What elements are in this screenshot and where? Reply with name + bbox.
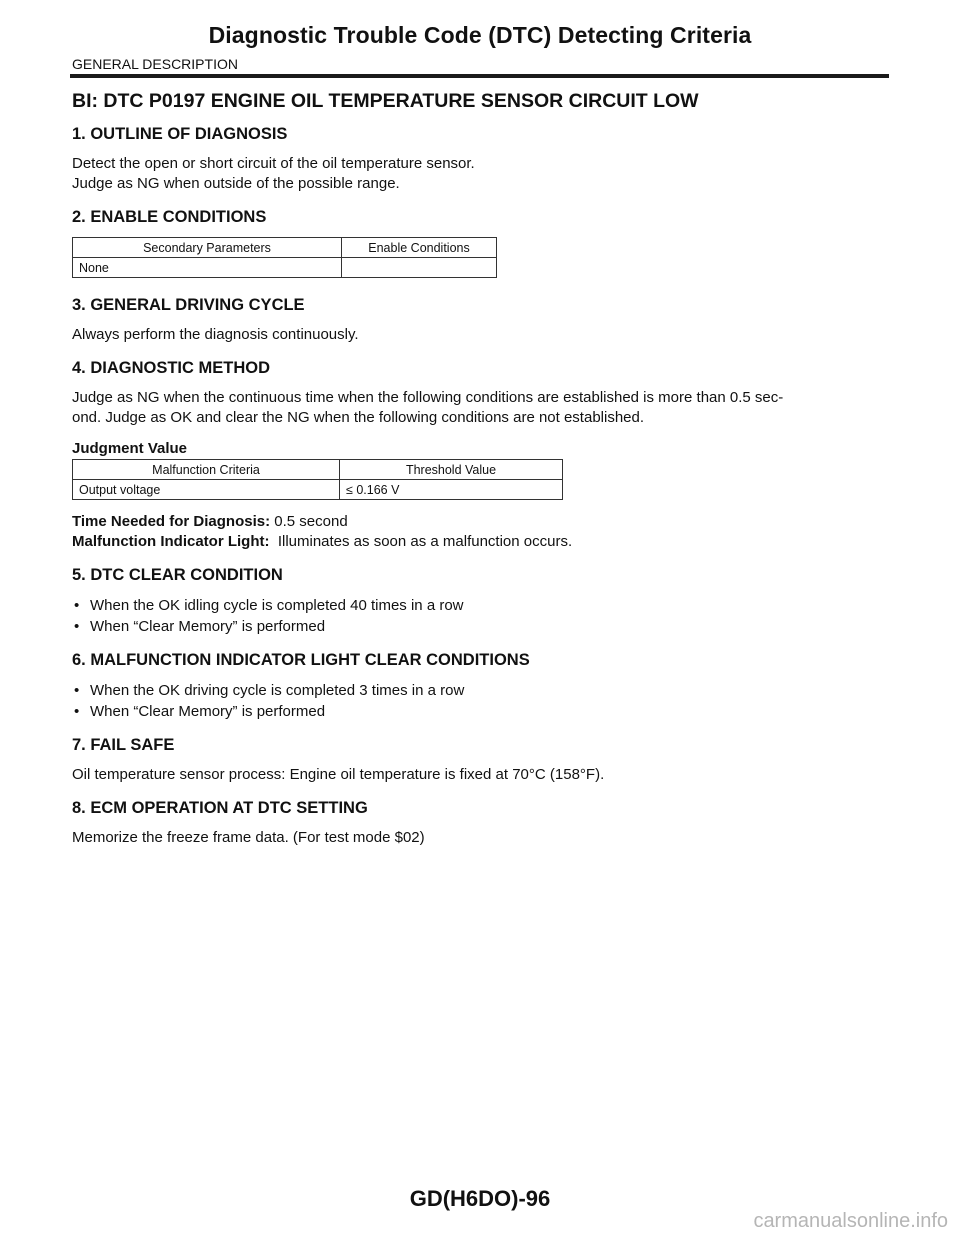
section-enable-conditions <box>72 208 892 278</box>
watermark-text: carmanualsonline.info <box>753 1210 948 1232</box>
table-header-row <box>73 238 497 258</box>
section-heading: 2. ENABLE CONDITIONS <box>72 208 267 226</box>
diagnosis-time-line <box>72 512 892 532</box>
paragraph-line: Always perform the diagnosis continuously. <box>72 326 359 343</box>
table-header-cell: Enable Conditions <box>342 238 497 258</box>
bullet-list <box>72 680 892 722</box>
table-cell: Output voltage <box>73 480 340 500</box>
section-heading: 8. ECM OPERATION AT DTC SETTING <box>72 799 368 817</box>
table-header-cell: Threshold Value <box>340 460 563 480</box>
section-diagnostic-method <box>72 359 892 552</box>
table-cell: None <box>73 258 342 278</box>
mil-label: Malfunction Indicator Light: <box>72 533 270 550</box>
table-row <box>73 258 497 278</box>
section-heading: 7. FAIL SAFE <box>72 736 175 754</box>
list-item-text: When “Clear Memory” is performed <box>90 618 326 635</box>
list-item <box>72 680 892 701</box>
list-item <box>72 595 892 616</box>
bullet-icon: • <box>74 597 80 614</box>
section-ecm-operation <box>72 799 892 848</box>
section-heading: 4. DIAGNOSTIC METHOD <box>72 359 271 377</box>
paragraph-line: ond. Judge as OK and clear the NG when the following conditions are not established. <box>72 409 645 426</box>
header-divider <box>70 74 889 78</box>
section-outline <box>72 125 892 194</box>
mil-line <box>72 532 892 552</box>
list-item-text: When “Clear Memory” is performed <box>90 703 326 720</box>
table-header-cell: Secondary Parameters <box>73 238 342 258</box>
paragraph-line: Judge as NG when outside of the possible range. <box>72 175 400 192</box>
section-heading: 6. MALFUNCTION INDICATOR LIGHT CLEAR CONDITIONS <box>72 651 530 669</box>
section-driving-cycle <box>72 296 892 345</box>
paragraph-line: Memorize the freeze frame data. (For test mode $02) <box>72 829 425 846</box>
diagnosis-time-value: 0.5 second <box>270 513 348 530</box>
judgment-value-label: Judgment Value <box>72 440 188 457</box>
bullet-icon: • <box>74 703 80 720</box>
paragraph-line: Oil temperature sensor process: Engine oil temperature is fixed at 70°C (158°F). <box>72 766 605 783</box>
dtc-title: BI: DTC P0197 ENGINE OIL TEMPERATURE SENSOR CIRCUIT LOW <box>72 90 699 112</box>
diagnosis-time-label: Time Needed for Diagnosis: <box>72 513 271 530</box>
table-cell: ≤ 0.166 V <box>340 480 563 500</box>
section-heading: 5. DTC CLEAR CONDITION <box>72 566 283 584</box>
table-header-cell: Malfunction Criteria <box>73 460 340 480</box>
list-item <box>72 701 892 722</box>
list-item-text: When the OK driving cycle is completed 3 times in a row <box>90 682 465 699</box>
mil-value: Illuminates as soon as a malfunction occurs. <box>269 533 573 550</box>
enable-conditions-table <box>72 237 497 278</box>
table-cell <box>342 258 497 278</box>
judgment-value-table <box>72 459 563 500</box>
bullet-list <box>72 595 892 637</box>
section-fail-safe <box>72 736 892 785</box>
page-header-title: Diagnostic Trouble Code (DTC) Detecting Criteria <box>208 22 752 48</box>
bullet-icon: • <box>74 682 80 699</box>
section-mil-clear <box>72 651 892 722</box>
paragraph-line: Judge as NG when the continuous time when the following conditions are established is more than 0.5 sec- <box>72 389 784 406</box>
list-item-text: When the OK idling cycle is completed 40 times in a row <box>90 597 464 614</box>
section-heading: 1. OUTLINE OF DIAGNOSIS <box>72 125 288 143</box>
table-row <box>73 480 563 500</box>
table-header-row <box>73 460 563 480</box>
section-dtc-clear <box>72 566 892 637</box>
page-number: GD(H6DO)-96 <box>409 1186 551 1211</box>
list-item <box>72 616 892 637</box>
document-body <box>72 90 892 862</box>
paragraph-line: Detect the open or short circuit of the oil temperature sensor. <box>72 155 475 172</box>
bullet-icon: • <box>74 618 80 635</box>
section-heading: 3. GENERAL DRIVING CYCLE <box>72 296 305 314</box>
page-header-subtitle: GENERAL DESCRIPTION <box>72 56 238 72</box>
